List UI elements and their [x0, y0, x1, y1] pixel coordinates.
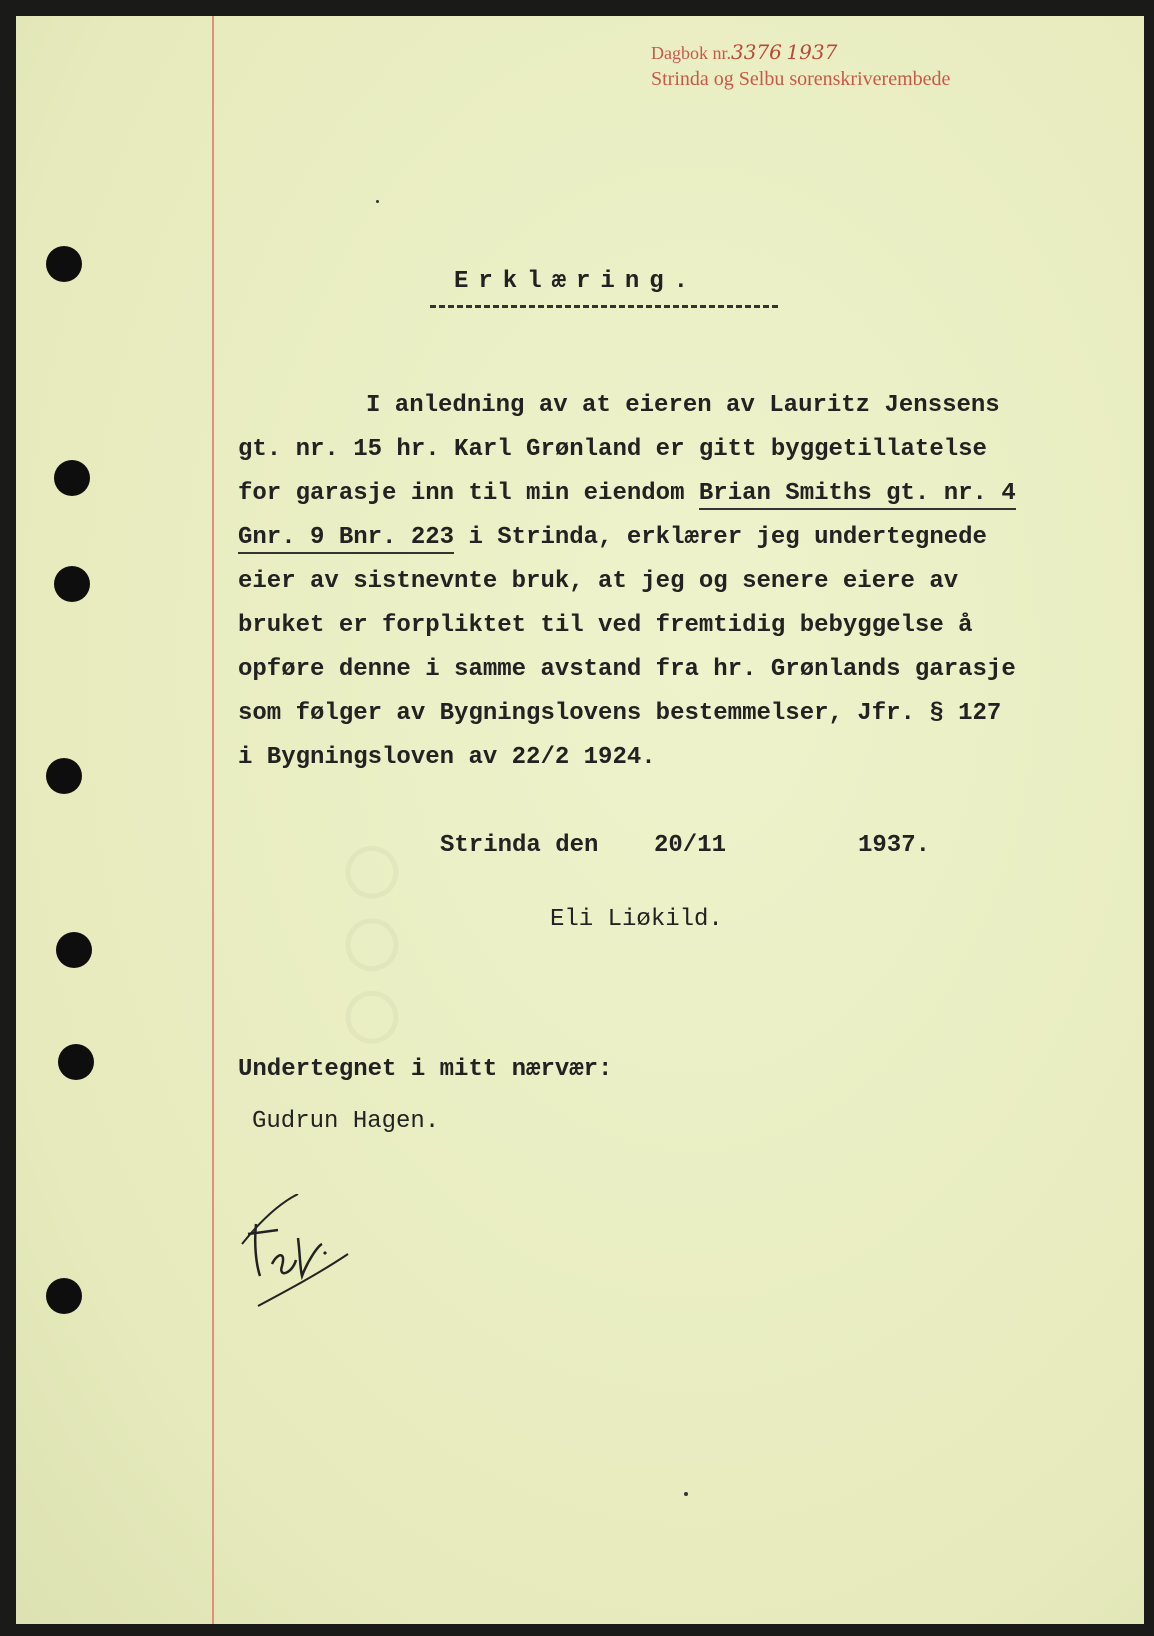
ink-fleck	[684, 1492, 688, 1496]
body-line: eier av sistnevnte bruk, at jeg og senere eiere av	[238, 568, 959, 595]
body-line: gt. nr. 15 hr. Karl Grønland er gitt byggetillatelse	[238, 436, 987, 463]
signatory-name: Eli Liøkild.	[550, 906, 723, 933]
date-day-month: 20/11	[654, 832, 727, 859]
body-line: bruket er forpliktet til ved fremtidig bebyggelse å	[238, 612, 973, 639]
date-place: Strinda den	[440, 832, 599, 859]
body-text: i Strinda, erklærer jeg undertegnede	[468, 524, 987, 551]
background-watermark: ○○○	[310, 836, 444, 1054]
body-line	[238, 480, 1068, 507]
journal-stamp-number	[651, 40, 837, 64]
punch-hole	[54, 460, 90, 496]
body-line: I anledning av at eieren av Lauritz Jenssens	[366, 392, 1000, 419]
body-text: for garasje inn til min eiendom	[238, 480, 685, 507]
stamp-prefix: Dagbok nr.	[651, 43, 731, 63]
title-underline	[430, 305, 778, 308]
punch-hole	[56, 932, 92, 968]
ink-fleck	[376, 200, 379, 203]
punch-hole	[46, 246, 82, 282]
body-line	[238, 524, 1068, 551]
underlined-address: Brian Smiths gt. nr. 4	[699, 480, 1016, 510]
date-year: 1937.	[858, 832, 931, 859]
body-line: opføre denne i samme avstand fra hr. Grønlands garasje	[238, 656, 1016, 683]
document-title: Erklæring.	[454, 268, 699, 295]
body-line: i Bygningsloven av 22/2 1924.	[238, 744, 656, 771]
punch-hole	[58, 1044, 94, 1080]
body-line: som følger av Bygningslovens bestemmelser, Jfr. § 127	[238, 700, 1002, 727]
stamp-number: 3376	[731, 40, 782, 64]
document-page	[16, 16, 1144, 1624]
witness-label: Undertegnet i mitt nærvær:	[238, 1056, 613, 1083]
journal-stamp-office: Strinda og Selbu sorenskriverembede	[651, 68, 951, 90]
punch-hole	[54, 566, 90, 602]
punch-hole	[46, 758, 82, 794]
punch-hole	[46, 1278, 82, 1314]
stamp-year: 1937	[786, 40, 838, 64]
underlined-property-id: Gnr. 9 Bnr. 223	[238, 524, 454, 554]
handwritten-initials	[238, 1194, 358, 1314]
margin-line	[212, 16, 214, 1624]
witness-name: Gudrun Hagen.	[252, 1108, 440, 1135]
